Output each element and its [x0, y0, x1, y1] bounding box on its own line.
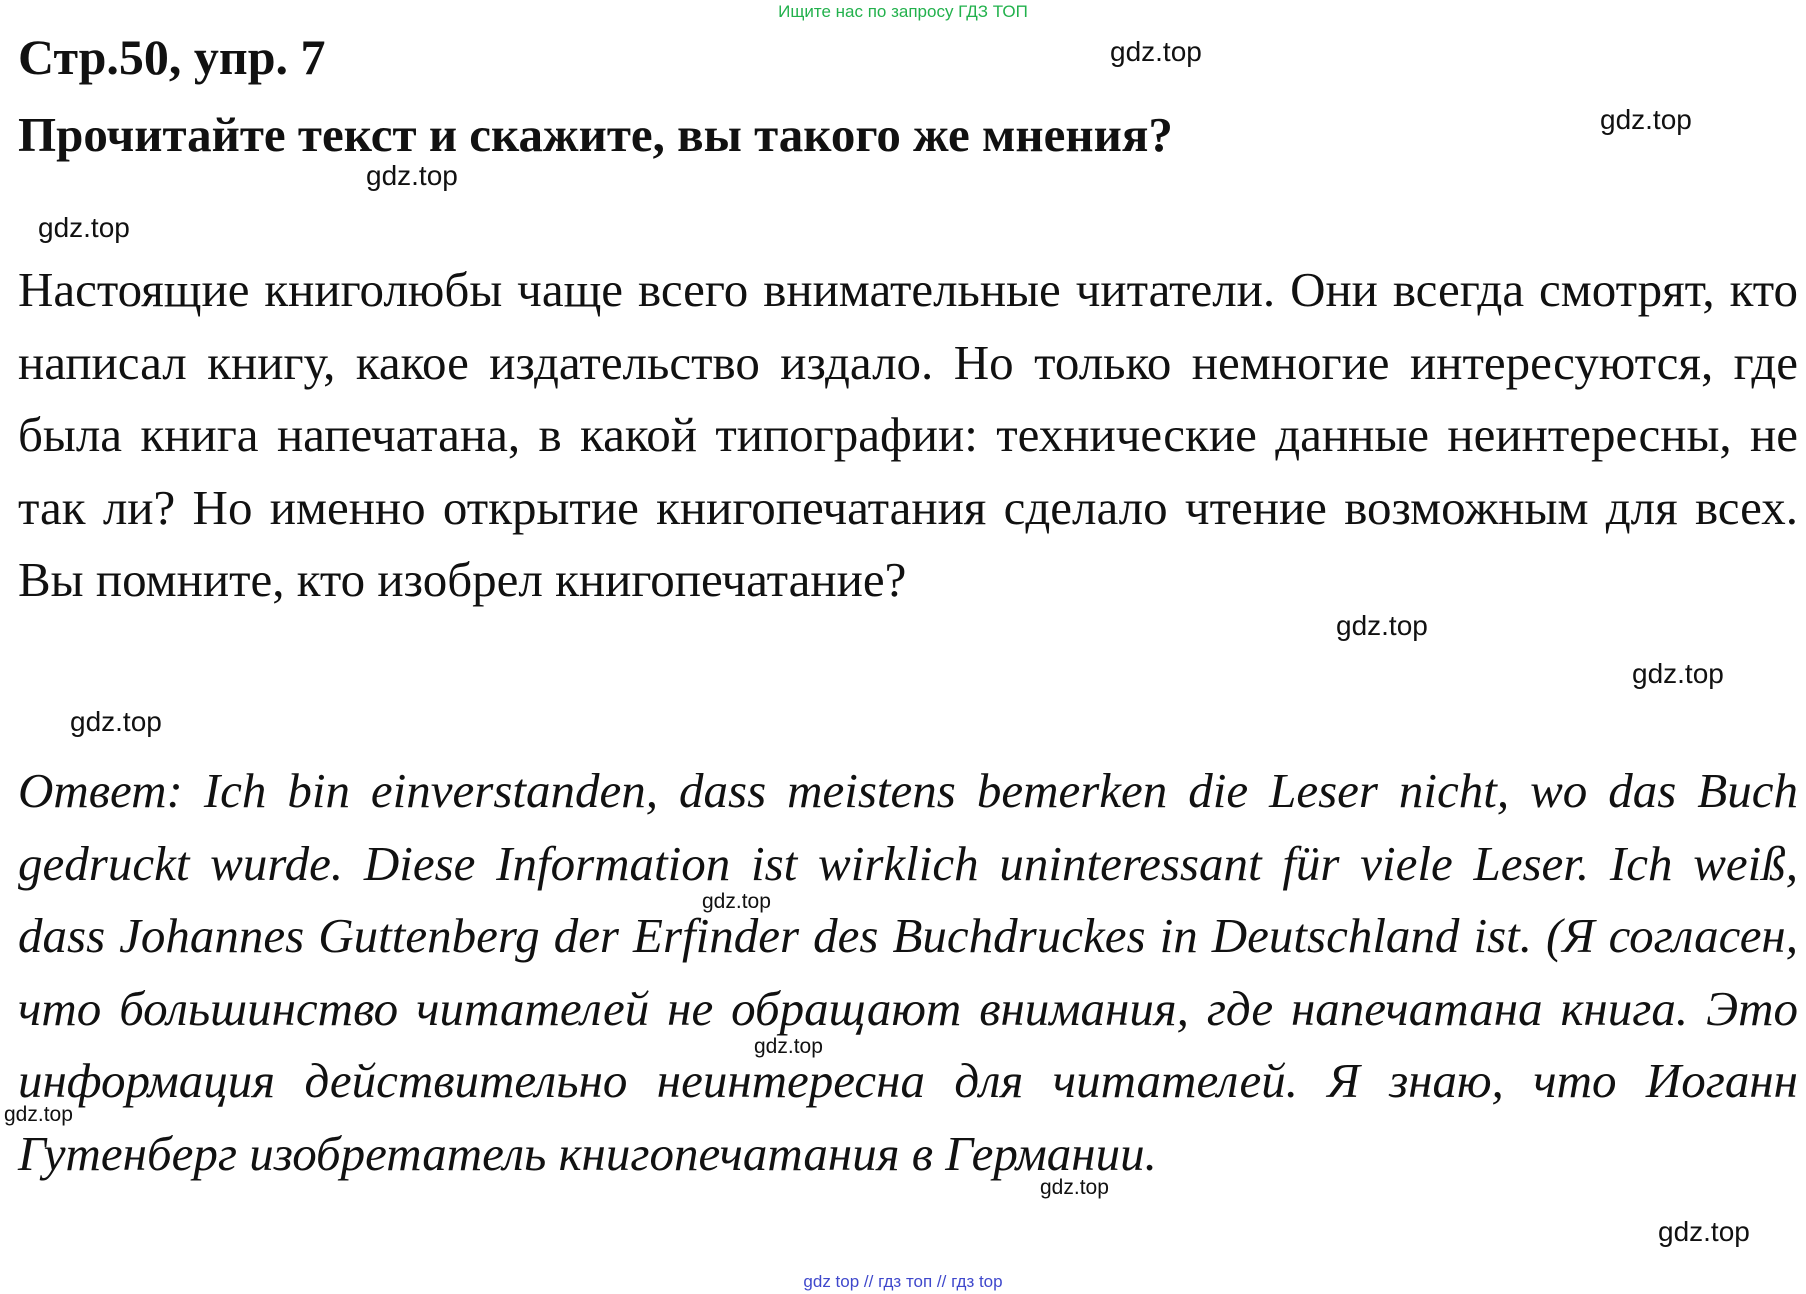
watermark: gdz.top	[38, 212, 130, 243]
watermark: gdz.top	[1632, 658, 1724, 689]
watermark: gdz.top	[1040, 1176, 1109, 1199]
answer-text: Ответ: Ich bin einverstanden, dass meistens bemerken die Leser nicht, wo das Buch gedruckt wurde. Diese Information ist wirklich uninteressant für viele Leser. Ich weiß, dass Johannes Guttenberg der Erfinder des Buchdruckes in Deutschland ist. (Я согласен, что большинство читателей не обращают внимания, где напечатана книга. Это информация действительно неинтересна для читателей. Я знаю, что Иоганн Гутенберг изобретатель книгопечатания в Германии.	[18, 763, 1798, 1181]
watermark: gdz.top	[754, 1035, 823, 1058]
watermark: gdz.top	[1110, 36, 1202, 67]
task-text: Настоящие книголюбы чаще всего внимательные читатели. Они всегда смотрят, кто написал книгу, какое издательство издало. Но только немногие интересуются, где была книга напечатана, в какой типографии: технические данные неинтересны, не так ли? Но именно открытие книгопечатания сделало чтение возможным для всех. Вы помните, кто изобрел книгопечатание?	[18, 262, 1798, 607]
watermark: gdz.top	[70, 706, 162, 737]
watermark: gdz.top	[1600, 104, 1692, 135]
watermark: gdz.top	[702, 890, 771, 913]
top-banner: Ищите нас по запросу ГДЗ ТОП	[778, 2, 1028, 21]
watermark: gdz.top	[1658, 1216, 1750, 1247]
watermark: gdz.top	[366, 160, 458, 191]
task-title: Прочитайте текст и скажите, вы такого же мнения?	[18, 107, 1173, 162]
footer-links[interactable]: gdz top // гдз топ // гдз top	[803, 1272, 1003, 1291]
watermark: gdz.top	[1336, 610, 1428, 641]
page-reference: Стр.50, упр. 7	[18, 29, 326, 85]
watermark: gdz.top	[4, 1103, 73, 1126]
